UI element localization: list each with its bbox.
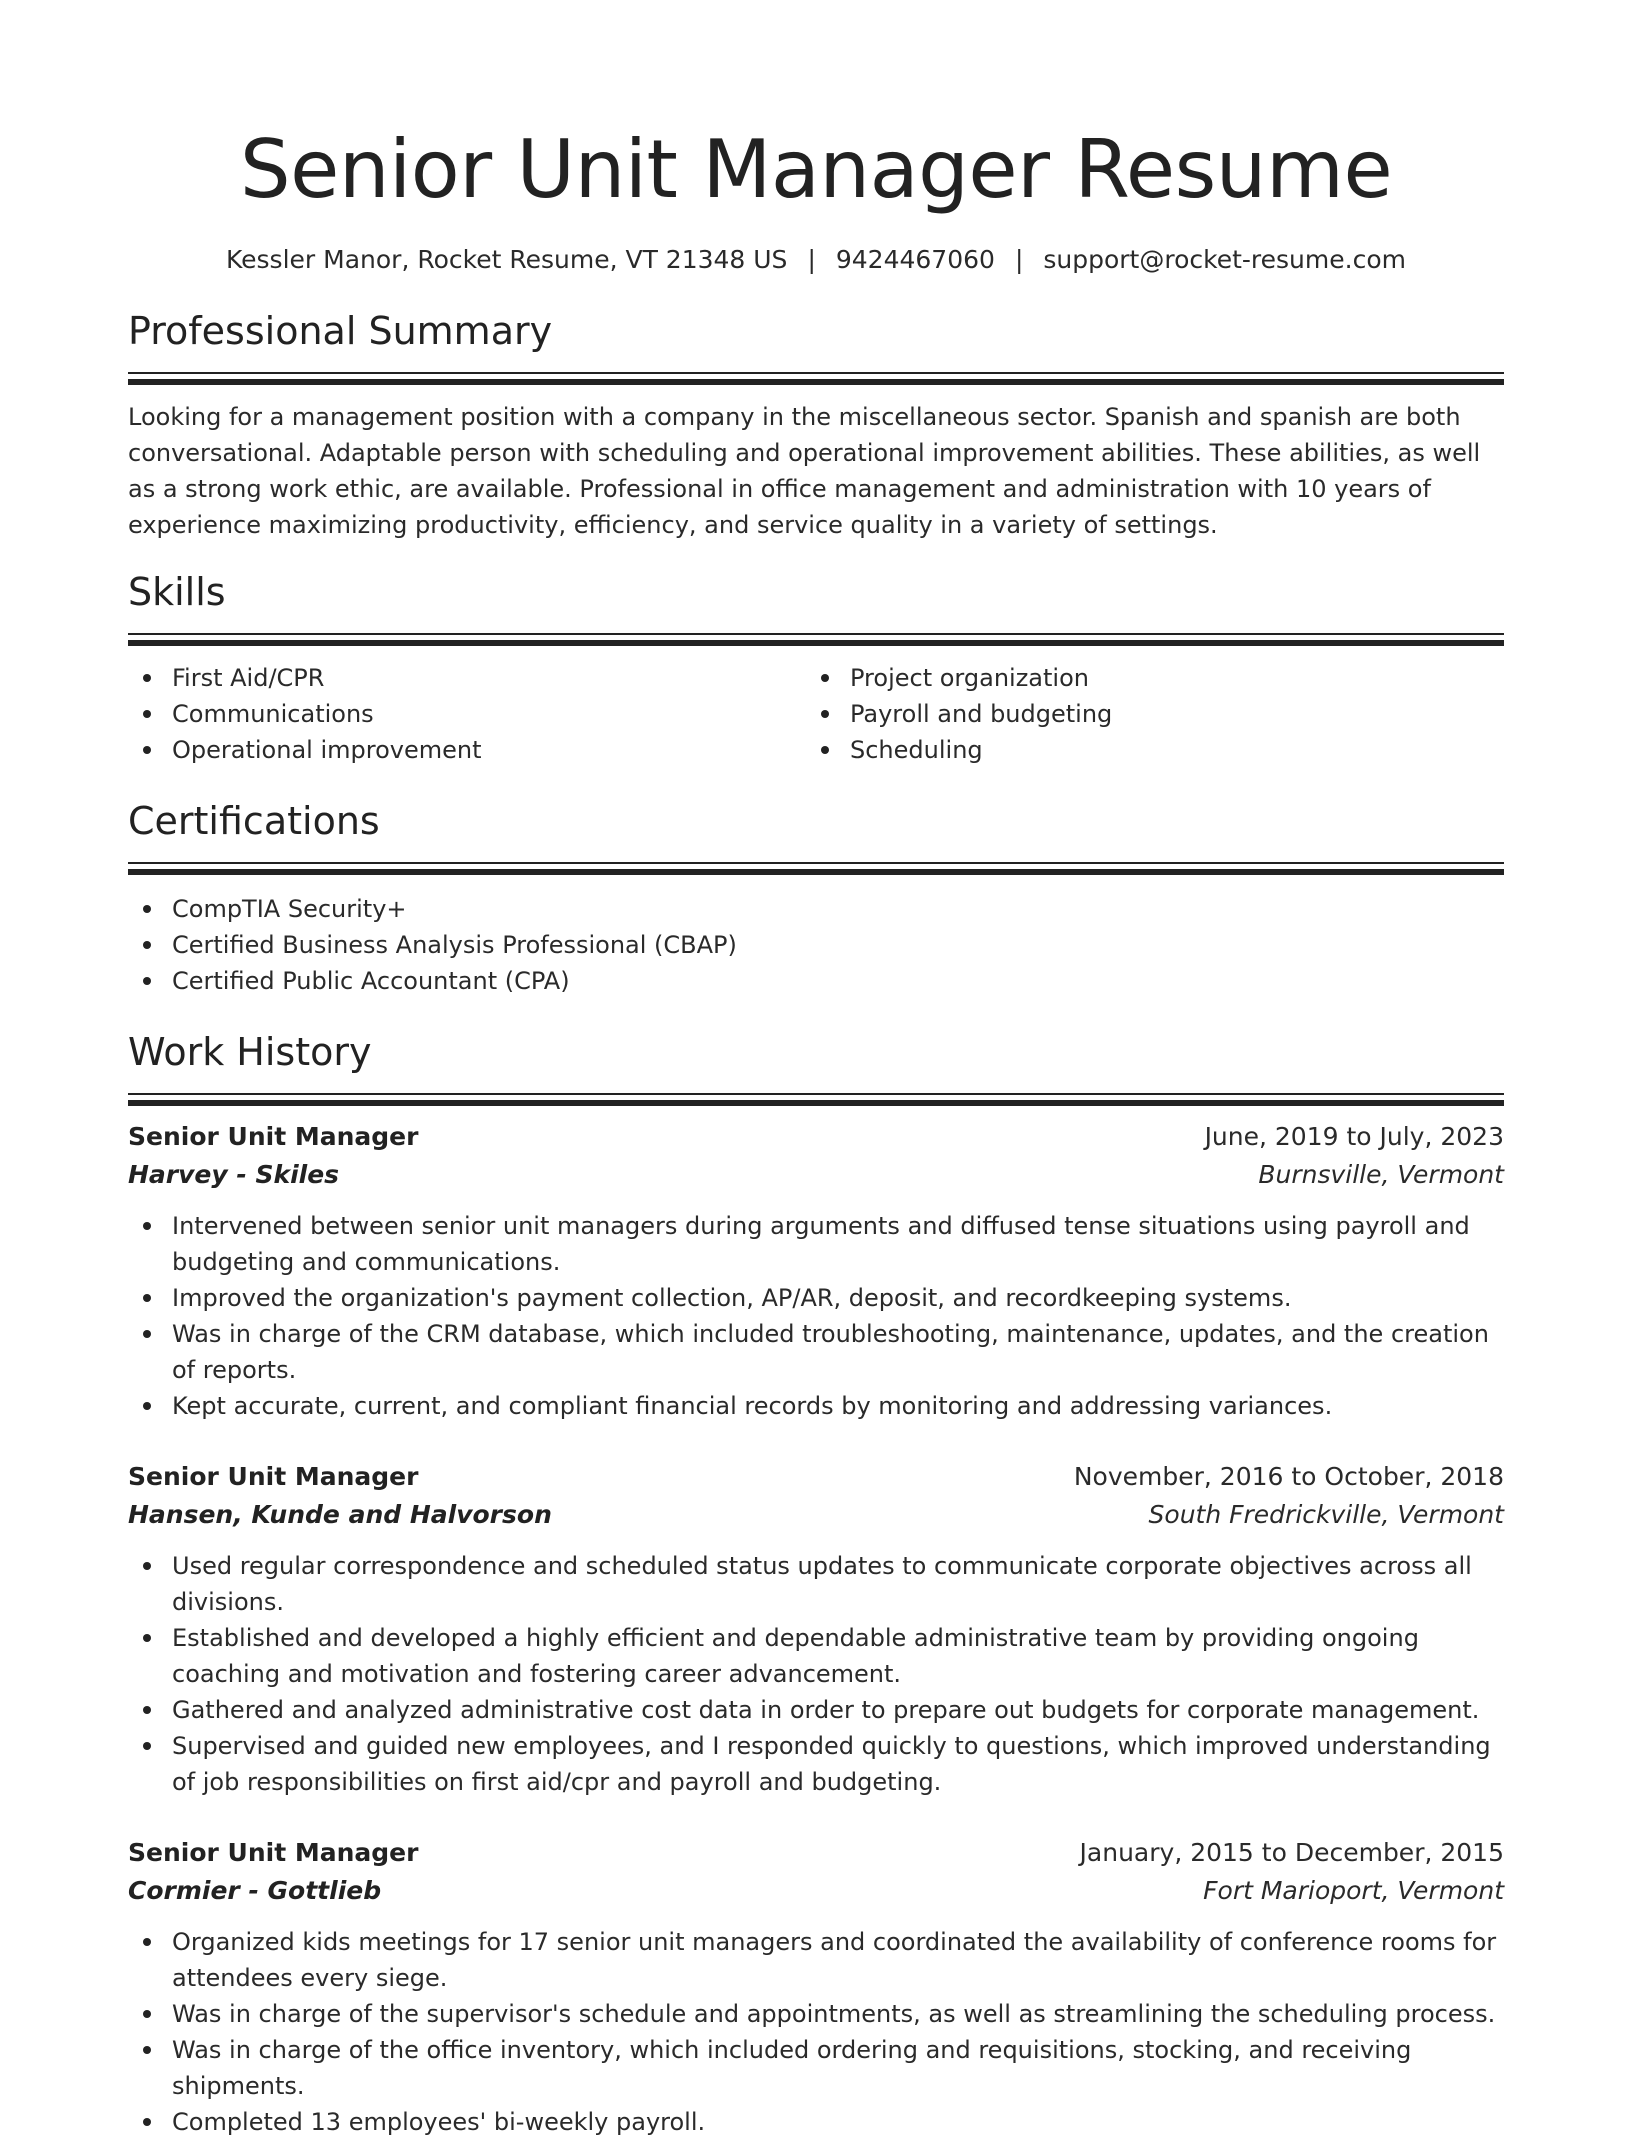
job-dates: June, 2019 to July, 2023 bbox=[1204, 1122, 1504, 1151]
section-divider bbox=[128, 862, 1504, 877]
job-header-row bbox=[128, 1458, 1504, 1496]
section-heading-skills: Skills bbox=[128, 570, 226, 614]
job-title: Senior Unit Manager bbox=[128, 1838, 419, 1867]
job-entry bbox=[128, 1458, 1504, 1800]
skill-item: Payroll and budgeting bbox=[806, 696, 1484, 732]
job-subheader-row bbox=[128, 1872, 1504, 1910]
job-entry bbox=[128, 1834, 1504, 2140]
certification-item: Certified Public Accountant (CPA) bbox=[128, 963, 1504, 999]
section-heading-certifications: Certifications bbox=[128, 799, 380, 843]
job-bullet: Supervised and guided new employees, and I responded quickly to questions, which improved understanding of job responsibilities on first aid/cpr and payroll and budgeting. bbox=[128, 1728, 1504, 1800]
job-bullet: Improved the organization's payment collection, AP/AR, deposit, and recordkeeping systems. bbox=[128, 1280, 1504, 1316]
job-bullet: Established and developed a highly efficient and dependable administrative team by providing ongoing coaching and motivation and fostering career advancement. bbox=[128, 1620, 1504, 1692]
job-header-row bbox=[128, 1118, 1504, 1156]
skill-item: Operational improvement bbox=[128, 732, 806, 768]
job-bullet: Kept accurate, current, and compliant financial records by monitoring and addressing variances. bbox=[128, 1388, 1504, 1424]
job-location: South Fredrickville, Vermont bbox=[1148, 1500, 1504, 1529]
job-header-row bbox=[128, 1834, 1504, 1872]
skills-list-right bbox=[806, 660, 1484, 768]
contact-separator: | bbox=[1014, 245, 1024, 274]
resume-page bbox=[128, 0, 1504, 2140]
contact-separator: | bbox=[807, 245, 816, 274]
contact-email: support@rocket-resume.com bbox=[1043, 245, 1406, 274]
job-subheader-row bbox=[128, 1156, 1504, 1194]
section-divider bbox=[128, 1093, 1504, 1108]
job-location: Burnsville, Vermont bbox=[1258, 1160, 1504, 1189]
job-dates: November, 2016 to October, 2018 bbox=[1073, 1462, 1504, 1491]
section-divider bbox=[128, 372, 1504, 387]
job-company: Harvey - Skiles bbox=[128, 1160, 340, 1189]
job-bullet: Completed 13 employees' bi-weekly payroll. bbox=[128, 2104, 1504, 2140]
section-divider bbox=[128, 633, 1504, 648]
job-location: Fort Marioport, Vermont bbox=[1203, 1876, 1504, 1905]
skills-grid bbox=[128, 660, 1504, 768]
job-title: Senior Unit Manager bbox=[128, 1122, 419, 1151]
skill-item: Project organization bbox=[806, 660, 1484, 696]
job-entry bbox=[128, 1118, 1504, 1424]
certifications-list bbox=[128, 891, 1504, 999]
certification-item: Certified Business Analysis Professional (CBAP) bbox=[128, 927, 1504, 963]
job-bullets bbox=[128, 1924, 1504, 2140]
section-heading-summary: Professional Summary bbox=[128, 309, 553, 353]
skill-item: Scheduling bbox=[806, 732, 1484, 768]
job-bullet: Gathered and analyzed administrative cost data in order to prepare out budgets for corporate management. bbox=[128, 1692, 1504, 1728]
job-company: Hansen, Kunde and Halvorson bbox=[128, 1500, 552, 1529]
job-title: Senior Unit Manager bbox=[128, 1462, 419, 1491]
summary-text: Looking for a management position with a company in the miscellaneous sector. Spanish and spanish are both conversational. Adaptable person with scheduling and operational improvement abilities. These abilities, as well as a strong work ethic, are available. Professional in office management and administration with 10 years of experience maximizing productivity, efficiency, and service quality in a variety of settings. bbox=[128, 403, 1481, 539]
job-dates: January, 2015 to December, 2015 bbox=[1079, 1838, 1504, 1867]
job-company: Cormier - Gottlieb bbox=[128, 1876, 382, 1905]
contact-phone: 9424467060 bbox=[835, 245, 995, 274]
section-heading-work-history: Work History bbox=[128, 1030, 372, 1074]
job-bullet: Organized kids meetings for 17 senior unit managers and coordinated the availability of conference rooms for attendees every siege. bbox=[128, 1924, 1504, 1996]
certification-item: CompTIA Security+ bbox=[128, 891, 1504, 927]
skill-item: Communications bbox=[128, 696, 806, 732]
job-bullet: Intervened between senior unit managers during arguments and diffused tense situations using payroll and budgeting and communications. bbox=[128, 1208, 1504, 1280]
contact-address: Kessler Manor, Rocket Resume, VT 21348 US bbox=[226, 245, 788, 274]
resume-title: Senior Unit Manager Resume bbox=[239, 123, 1393, 216]
job-bullet: Used regular correspondence and scheduled status updates to communicate corporate objectives across all divisions. bbox=[128, 1548, 1504, 1620]
job-bullet: Was in charge of the supervisor's schedule and appointments, as well as streamlining the scheduling process. bbox=[128, 1996, 1504, 2032]
skills-list-left bbox=[128, 660, 806, 768]
job-bullet: Was in charge of the CRM database, which included troubleshooting, maintenance, updates, and the creation of reports. bbox=[128, 1316, 1504, 1388]
job-bullets bbox=[128, 1208, 1504, 1424]
skill-item: First Aid/CPR bbox=[128, 660, 806, 696]
job-bullet: Was in charge of the office inventory, which included ordering and requisitions, stocking, and receiving shipments. bbox=[128, 2032, 1504, 2104]
job-subheader-row bbox=[128, 1496, 1504, 1534]
job-bullets bbox=[128, 1548, 1504, 1800]
contact-line bbox=[128, 242, 1504, 278]
